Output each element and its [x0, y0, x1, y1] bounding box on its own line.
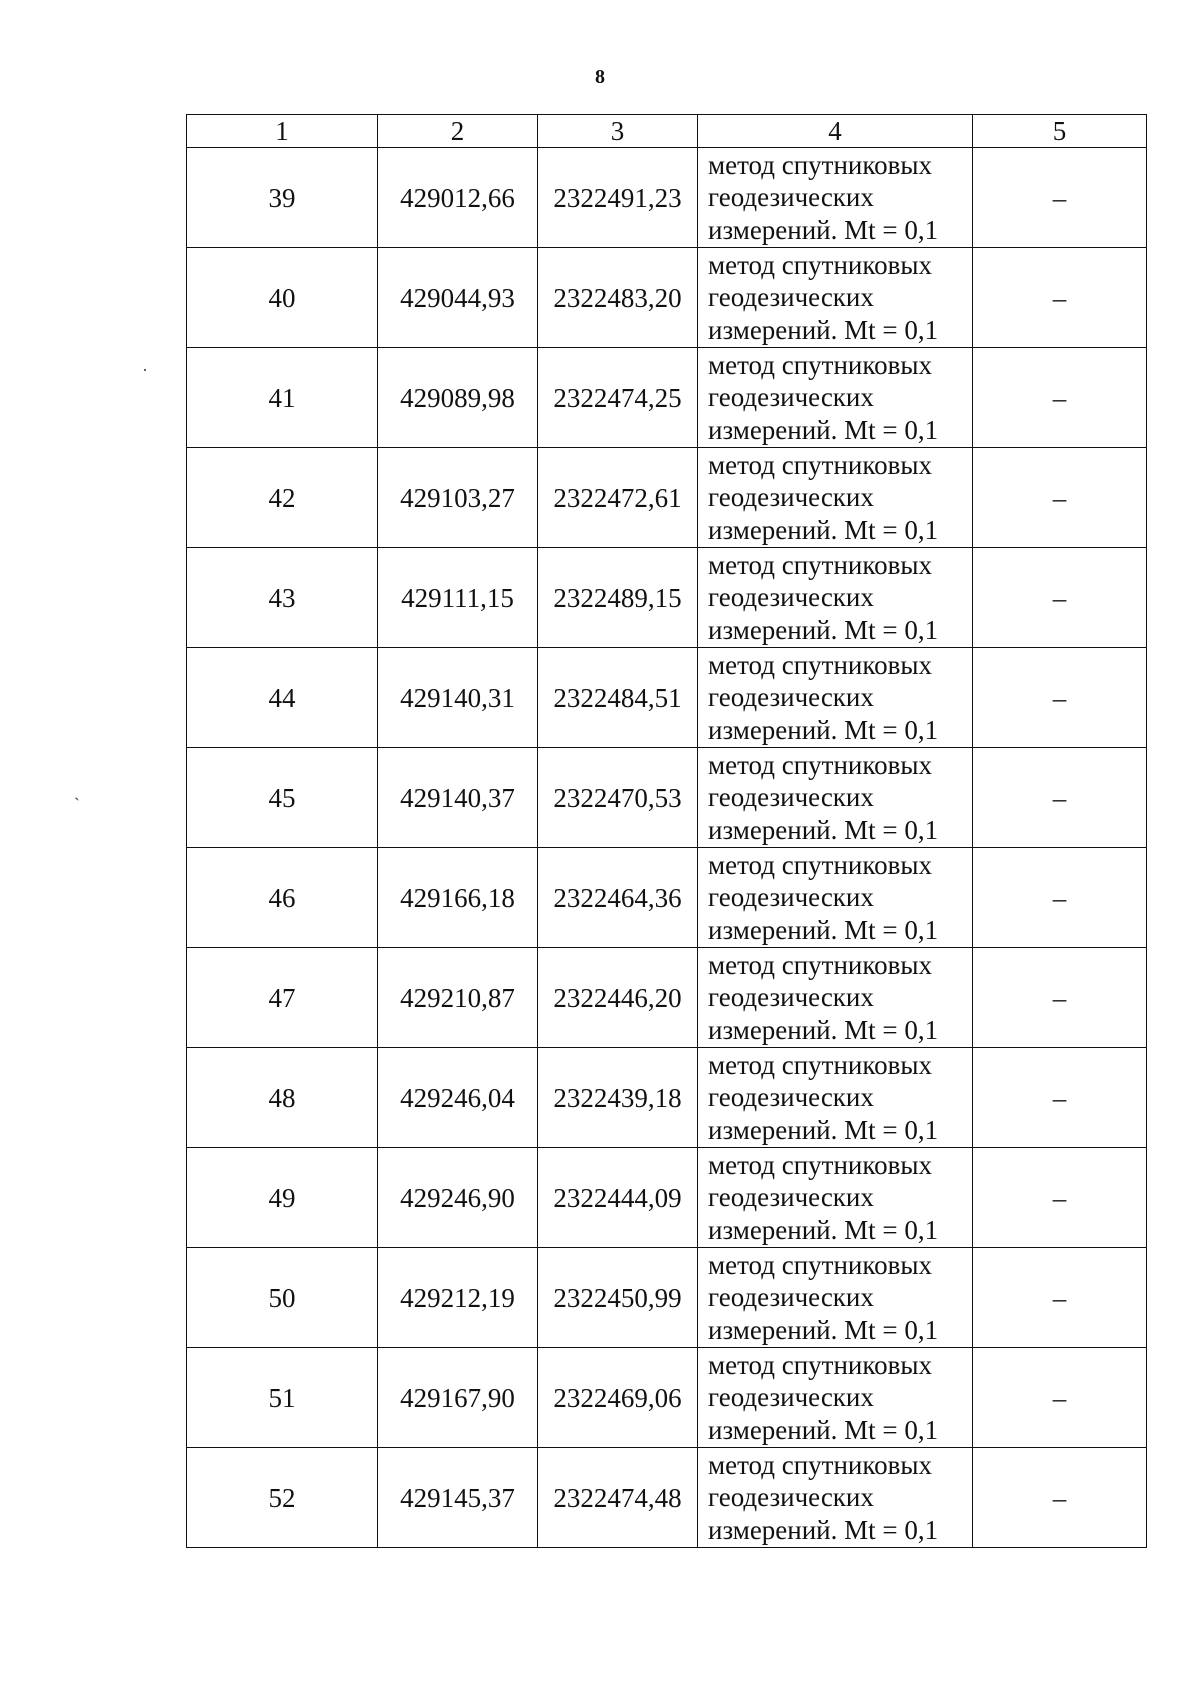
note-cell: –: [973, 348, 1147, 448]
method-line: геодезических: [708, 1482, 874, 1513]
table-row: [187, 948, 1147, 1048]
coordinate-x-cell: 429044,93: [378, 248, 538, 348]
coordinate-y-cell: 2322444,09: [538, 1148, 698, 1248]
method-cell: [698, 848, 973, 948]
coordinate-x-cell: 429089,98: [378, 348, 538, 448]
method-line: метод спутниковых: [708, 1149, 932, 1180]
note-cell: –: [973, 1248, 1147, 1348]
header-col-4: 4: [698, 115, 973, 148]
method-line: измерений. Mt = 0,1: [708, 314, 939, 345]
method-line: метод спутниковых: [708, 749, 932, 780]
coordinate-x-cell: 429167,90: [378, 1348, 538, 1448]
note-cell: –: [973, 748, 1147, 848]
page-number: 8: [595, 66, 605, 88]
method-line: метод спутниковых: [708, 1249, 932, 1280]
method-line: геодезических: [708, 882, 874, 913]
coordinate-y-cell: 2322464,36: [538, 848, 698, 948]
method-line: геодезических: [708, 1282, 874, 1313]
table-header: [187, 115, 1147, 148]
method-line: измерений. Mt = 0,1: [708, 1014, 939, 1045]
note-cell: –: [973, 1048, 1147, 1148]
method-line: метод спутниковых: [708, 349, 932, 380]
method-cell: [698, 1448, 973, 1548]
method-cell: [698, 1248, 973, 1348]
method-cell: [698, 1048, 973, 1148]
point-number-cell: 43: [187, 548, 378, 648]
method-cell: [698, 148, 973, 248]
scan-speck: ·: [142, 360, 148, 380]
coordinate-x-cell: 429212,19: [378, 1248, 538, 1348]
method-line: геодезических: [708, 982, 874, 1013]
method-line: измерений. Mt = 0,1: [708, 1414, 939, 1445]
method-line: геодезических: [708, 1382, 874, 1413]
coordinate-x-cell: 429246,04: [378, 1048, 538, 1148]
point-number-cell: 42: [187, 448, 378, 548]
method-line: геодезических: [708, 682, 874, 713]
method-line: метод спутниковых: [708, 949, 932, 980]
method-line: метод спутниковых: [708, 549, 932, 580]
method-line: геодезических: [708, 1182, 874, 1213]
note-cell: –: [973, 948, 1147, 1048]
point-number-cell: 48: [187, 1048, 378, 1148]
method-line: метод спутниковых: [708, 249, 932, 280]
coordinate-x-cell: 429103,27: [378, 448, 538, 548]
table-row: [187, 748, 1147, 848]
note-cell: –: [973, 248, 1147, 348]
method-cell: [698, 1148, 973, 1248]
method-line: измерений. Mt = 0,1: [708, 514, 939, 545]
method-line: метод спутниковых: [708, 449, 932, 480]
note-cell: –: [973, 448, 1147, 548]
table-row: [187, 1048, 1147, 1148]
point-number-cell: 39: [187, 148, 378, 248]
method-line: метод спутниковых: [708, 149, 932, 180]
point-number-cell: 51: [187, 1348, 378, 1448]
method-line: измерений. Mt = 0,1: [708, 714, 939, 745]
method-cell: [698, 348, 973, 448]
table-row: [187, 1248, 1147, 1348]
coordinate-x-cell: 429012,66: [378, 148, 538, 248]
table-row: [187, 448, 1147, 548]
note-cell: –: [973, 548, 1147, 648]
coordinate-x-cell: 429140,31: [378, 648, 538, 748]
header-col-2: 2: [378, 115, 538, 148]
table-row: [187, 348, 1147, 448]
header-col-3: 3: [538, 115, 698, 148]
method-cell: [698, 1348, 973, 1448]
method-cell: [698, 748, 973, 848]
point-number-cell: 40: [187, 248, 378, 348]
method-line: измерений. Mt = 0,1: [708, 414, 939, 445]
coordinate-y-cell: 2322484,51: [538, 648, 698, 748]
table-row: [187, 548, 1147, 648]
method-line: геодезических: [708, 182, 874, 213]
point-number-cell: 49: [187, 1148, 378, 1248]
method-line: метод спутниковых: [708, 649, 932, 680]
method-line: геодезических: [708, 282, 874, 313]
coordinate-y-cell: 2322489,15: [538, 548, 698, 648]
table-row: [187, 1148, 1147, 1248]
method-line: измерений. Mt = 0,1: [708, 914, 939, 945]
coordinate-x-cell: 429246,90: [378, 1148, 538, 1248]
point-number-cell: 44: [187, 648, 378, 748]
table-row: [187, 848, 1147, 948]
method-line: метод спутниковых: [708, 1449, 932, 1480]
method-line: геодезических: [708, 1082, 874, 1113]
header-col-1: 1: [187, 115, 378, 148]
method-line: геодезических: [708, 782, 874, 813]
method-cell: [698, 948, 973, 1048]
method-line: метод спутниковых: [708, 1049, 932, 1080]
coordinate-y-cell: 2322450,99: [538, 1248, 698, 1348]
table-row: [187, 248, 1147, 348]
coordinate-y-cell: 2322474,25: [538, 348, 698, 448]
method-line: измерений. Mt = 0,1: [708, 1214, 939, 1245]
coordinate-y-cell: 2322439,18: [538, 1048, 698, 1148]
table-row: [187, 1348, 1147, 1448]
method-line: измерений. Mt = 0,1: [708, 1114, 939, 1145]
table-body: [187, 148, 1147, 1548]
method-line: измерений. Mt = 0,1: [708, 1314, 939, 1345]
note-cell: –: [973, 1348, 1147, 1448]
header-row: [187, 115, 1147, 148]
method-line: геодезических: [708, 382, 874, 413]
table-row: [187, 148, 1147, 248]
method-line: метод спутниковых: [708, 849, 932, 880]
method-line: измерений. Mt = 0,1: [708, 814, 939, 845]
method-line: измерений. Mt = 0,1: [708, 214, 939, 245]
coordinate-x-cell: 429111,15: [378, 548, 538, 648]
note-cell: –: [973, 1448, 1147, 1548]
coordinate-y-cell: 2322446,20: [538, 948, 698, 1048]
coordinates-table: [186, 114, 1147, 1548]
coordinate-y-cell: 2322470,53: [538, 748, 698, 848]
coordinate-x-cell: 429210,87: [378, 948, 538, 1048]
coordinate-x-cell: 429166,18: [378, 848, 538, 948]
point-number-cell: 45: [187, 748, 378, 848]
coordinate-y-cell: 2322491,23: [538, 148, 698, 248]
method-line: измерений. Mt = 0,1: [708, 614, 939, 645]
note-cell: –: [973, 1148, 1147, 1248]
point-number-cell: 50: [187, 1248, 378, 1348]
method-cell: [698, 548, 973, 648]
method-line: метод спутниковых: [708, 1349, 932, 1380]
point-number-cell: 47: [187, 948, 378, 1048]
scan-speck: ˴: [74, 786, 80, 806]
coordinate-x-cell: 429145,37: [378, 1448, 538, 1548]
header-col-5: 5: [973, 115, 1147, 148]
method-cell: [698, 648, 973, 748]
method-cell: [698, 248, 973, 348]
point-number-cell: 46: [187, 848, 378, 948]
point-number-cell: 52: [187, 1448, 378, 1548]
point-number-cell: 41: [187, 348, 378, 448]
method-line: геодезических: [708, 582, 874, 613]
note-cell: –: [973, 848, 1147, 948]
note-cell: –: [973, 148, 1147, 248]
method-line: геодезических: [708, 482, 874, 513]
coordinate-y-cell: 2322474,48: [538, 1448, 698, 1548]
table-row: [187, 648, 1147, 748]
coordinate-x-cell: 429140,37: [378, 748, 538, 848]
table-row: [187, 1448, 1147, 1548]
note-cell: –: [973, 648, 1147, 748]
coordinate-y-cell: 2322472,61: [538, 448, 698, 548]
method-cell: [698, 448, 973, 548]
coordinate-y-cell: 2322483,20: [538, 248, 698, 348]
coordinate-y-cell: 2322469,06: [538, 1348, 698, 1448]
method-line: измерений. Mt = 0,1: [708, 1514, 939, 1545]
